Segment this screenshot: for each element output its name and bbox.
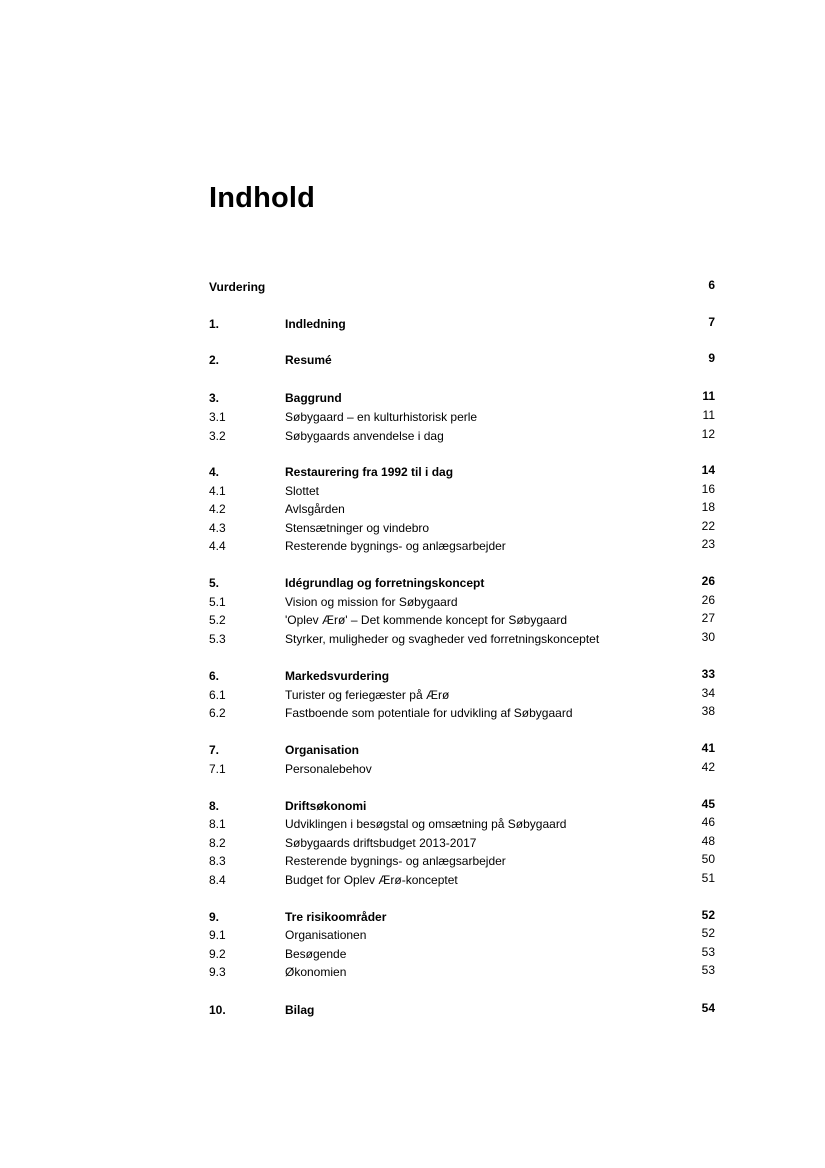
toc-number: 8.4 <box>209 873 226 887</box>
toc-item-8-3[interactable] <box>209 853 715 869</box>
toc-page-number: 11 <box>702 408 715 422</box>
toc-section-8[interactable] <box>209 798 715 814</box>
toc-item-4-2[interactable] <box>209 501 715 517</box>
toc-number: 9.2 <box>209 947 226 961</box>
toc-page-number: 53 <box>701 963 715 977</box>
toc-section-10[interactable] <box>209 1002 715 1018</box>
toc-page-number: 26 <box>701 593 715 607</box>
toc-label: Avlsgården <box>285 502 345 516</box>
toc-page-number: 46 <box>701 815 715 829</box>
toc-page-number: 38 <box>701 704 715 718</box>
toc-number: 5.3 <box>209 632 226 646</box>
toc-label: Tre risikoområder <box>285 910 387 924</box>
toc-number: 9.3 <box>209 965 226 979</box>
toc-label: Søbygaards anvendelse i dag <box>285 429 444 443</box>
toc-row-vurdering[interactable] <box>209 279 715 295</box>
toc-label: Udviklingen i besøgstal og omsætning på Søbygaard <box>285 817 567 831</box>
toc-page-number: 45 <box>701 797 715 811</box>
toc-item-4-1[interactable] <box>209 483 715 499</box>
toc-label: Stensætninger og vindebro <box>285 521 430 535</box>
toc-label: Idégrundlag og forretningskoncept <box>285 576 485 590</box>
toc-label: Vurdering <box>209 280 266 294</box>
toc-number: 5.2 <box>209 613 226 627</box>
toc-label: Søbygaard – en kulturhistorisk perle <box>285 410 478 424</box>
toc-item-4-3[interactable] <box>209 520 715 536</box>
toc-item-5-2[interactable] <box>209 612 715 628</box>
toc-page-number: 53 <box>701 945 715 959</box>
toc-label: Markedsvurdering <box>285 669 390 683</box>
toc-number: 4.3 <box>209 521 226 535</box>
toc-number: 9. <box>209 910 220 924</box>
toc-section-1[interactable] <box>209 316 715 332</box>
toc-page-number: 42 <box>701 760 715 774</box>
toc-item-9-1[interactable] <box>209 927 715 943</box>
toc-page-number: 18 <box>701 500 715 514</box>
toc-item-3-1[interactable] <box>209 409 715 425</box>
toc-label: Økonomien <box>285 965 347 979</box>
toc-page-number: 27 <box>701 611 715 625</box>
toc-number: 4.2 <box>209 502 226 516</box>
toc-page-number: 6 <box>708 278 715 292</box>
toc-item-4-4[interactable] <box>209 538 715 554</box>
toc-section-3[interactable] <box>209 390 715 406</box>
toc-label: Bilag <box>285 1003 315 1017</box>
toc-item-3-2[interactable] <box>209 428 715 444</box>
toc-page-number: 51 <box>701 871 715 885</box>
toc-page-number: 50 <box>701 852 715 866</box>
toc-number: 4.1 <box>209 484 226 498</box>
toc-section-9[interactable] <box>209 909 715 925</box>
toc-label: Driftsøkonomi <box>285 799 367 813</box>
toc-page-number: 11 <box>702 389 715 403</box>
toc-page-number: 54 <box>701 1001 715 1015</box>
toc-number: 7. <box>209 743 220 757</box>
toc-label: 'Oplev Ærø' – Det kommende koncept for Søbygaard <box>285 613 568 627</box>
toc-label: Budget for Oplev Ærø-konceptet <box>285 873 458 887</box>
toc-item-5-1[interactable] <box>209 594 715 610</box>
toc-number: 9.1 <box>209 928 226 942</box>
toc-label: Organisationen <box>285 928 367 942</box>
toc-item-9-2[interactable] <box>209 946 715 962</box>
toc-page-number: 33 <box>701 667 715 681</box>
toc-number: 6.1 <box>209 688 226 702</box>
toc-section-4[interactable] <box>209 464 715 480</box>
toc-number: 8.3 <box>209 854 226 868</box>
toc-page-number: 23 <box>701 537 715 551</box>
toc-label: Baggrund <box>285 391 342 405</box>
toc-label: Fastboende som potentiale for udvikling af Søbygaard <box>285 706 573 720</box>
toc-section-6[interactable] <box>209 668 715 684</box>
toc-number: 8.1 <box>209 817 226 831</box>
toc-item-7-1[interactable] <box>209 761 715 777</box>
toc-number: 4. <box>209 465 220 479</box>
toc-item-8-2[interactable] <box>209 835 715 851</box>
toc-label: Vision og mission for Søbygaard <box>285 595 458 609</box>
toc-page-number: 48 <box>701 834 715 848</box>
toc-page-number: 30 <box>701 630 715 644</box>
toc-number: 5.1 <box>209 595 226 609</box>
toc-page-number: 52 <box>701 908 715 922</box>
toc-page-number: 41 <box>701 741 715 755</box>
toc-number: 3.2 <box>209 429 226 443</box>
toc-page-number: 26 <box>701 574 715 588</box>
toc-section-7[interactable] <box>209 742 715 758</box>
toc-item-8-1[interactable] <box>209 816 715 832</box>
toc-item-9-3[interactable] <box>209 964 715 980</box>
toc-label: Indledning <box>285 317 346 331</box>
toc-page-number: 34 <box>701 686 715 700</box>
toc-number: 5. <box>209 576 220 590</box>
toc-item-6-1[interactable] <box>209 687 715 703</box>
toc-page-number: 16 <box>701 482 715 496</box>
toc-number: 8.2 <box>209 836 226 850</box>
toc-page-number: 14 <box>701 463 715 477</box>
toc-label: Besøgende <box>285 947 347 961</box>
toc-number: 6. <box>209 669 220 683</box>
toc-item-6-2[interactable] <box>209 705 715 721</box>
toc-page-number: 52 <box>701 926 715 940</box>
toc-label: Resumé <box>285 353 332 367</box>
toc-page-number: 9 <box>708 351 715 365</box>
toc-page-number: 12 <box>701 427 715 441</box>
toc-page-number: 22 <box>701 519 715 533</box>
toc-item-5-3[interactable] <box>209 631 715 647</box>
toc-number: 1. <box>209 317 220 331</box>
toc-section-2[interactable] <box>209 352 715 368</box>
toc-label: Slottet <box>285 484 320 498</box>
toc-number: 10. <box>209 1003 226 1017</box>
toc-number: 7.1 <box>209 762 226 776</box>
toc-number: 6.2 <box>209 706 226 720</box>
toc-label: Restaurering fra 1992 til i dag <box>285 465 454 479</box>
toc-label: Organisation <box>285 743 360 757</box>
toc-label: Resterende bygnings- og anlægsarbejder <box>285 539 506 553</box>
toc-label: Søbygaards driftsbudget 2013-2017 <box>285 836 477 850</box>
page-title: Indhold <box>209 182 316 214</box>
toc-label: Personalebehov <box>285 762 372 776</box>
toc-number: 3. <box>209 391 220 405</box>
toc-number: 2. <box>209 353 220 367</box>
toc-label: Turister og feriegæster på Ærø <box>285 688 450 702</box>
toc-page-number: 7 <box>708 315 715 329</box>
toc-number: 3.1 <box>209 410 226 424</box>
toc-section-5[interactable] <box>209 575 715 591</box>
toc-number: 4.4 <box>209 539 226 553</box>
toc-label: Resterende bygnings- og anlægsarbejder <box>285 854 506 868</box>
toc-number: 8. <box>209 799 220 813</box>
toc-item-8-4[interactable] <box>209 872 715 888</box>
toc-label: Styrker, muligheder og svagheder ved forretningskonceptet <box>285 632 600 646</box>
